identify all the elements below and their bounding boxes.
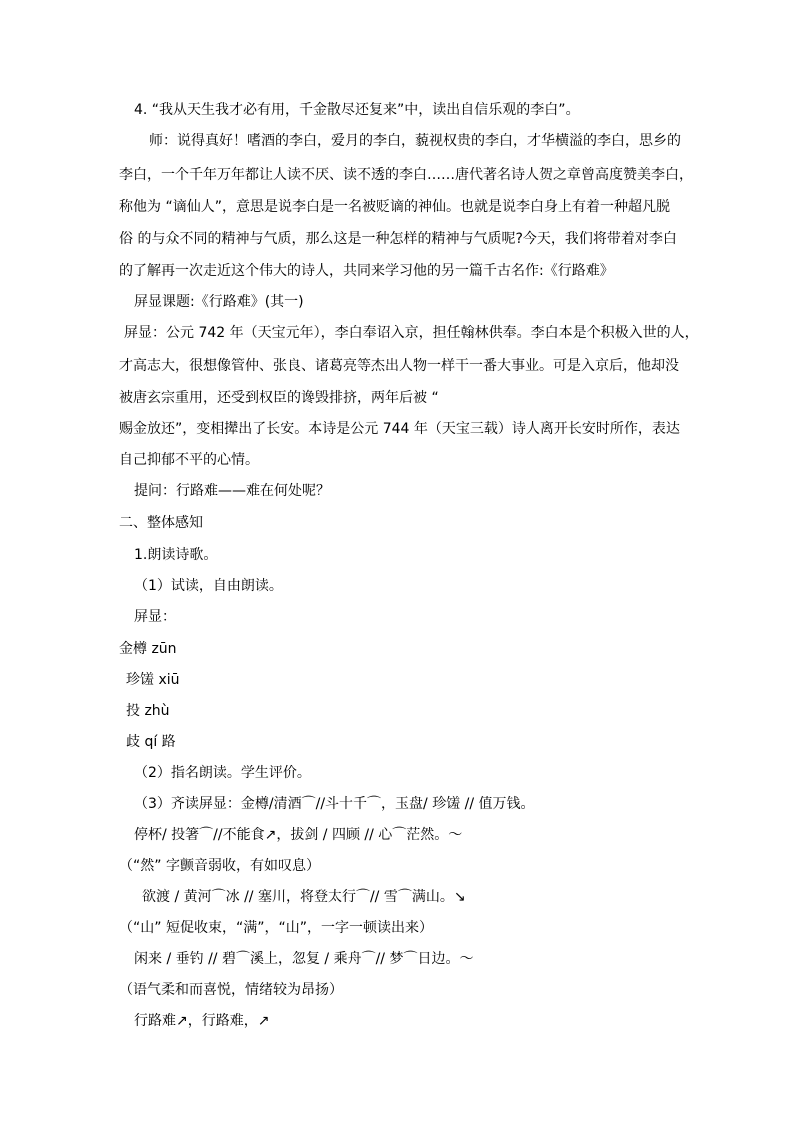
text-line: 停杯/ 投箸⌒//不能食↗，拔剑 / 四顾 // 心⌒茫然。～ <box>134 827 463 843</box>
text-line: 的了解再一次走近这个伟大的诗人，共同来学习他的另一篇千古名作:《行路难》 <box>119 263 614 279</box>
text-line: 师：说得真好！嗜酒的李白，爱月的李白，藐视权贵的李白，才华横溢的李白，思乡的 <box>149 133 681 149</box>
text-line: 俗 的与众不同的精神与气质，那么这是一种怎样的精神与气质呢?今天，我们将带着对李白 <box>119 231 677 247</box>
text-line: 珍馐 xiū <box>126 672 180 688</box>
text-line: （“山” 短促收束，“满”，“山”，一字一顿读出来） <box>119 920 433 936</box>
text-line: 才高志大，很想像管仲、张良、诸葛亮等杰出人物一样干一番大事业。可是入京后，他却没 <box>119 358 679 374</box>
text-line: 自己抑郁不平的心情。 <box>119 452 259 468</box>
text-line: 提问：行路难——难在何处呢？ <box>134 483 330 499</box>
text-line: （1）试读，自由朗读。 <box>134 578 283 594</box>
text-line: 1.朗读诗歌。 <box>134 547 218 563</box>
text-line: 屏显：公元 742 年（天宝元年），李白奉诏入京，担任翰林供奉。李白本是个积极入世的人， <box>124 325 699 341</box>
text-line: 投 zhù <box>126 703 170 719</box>
text-line: 李白，一个千年万年都让人读不厌、读不透的李白……唐代著名诗人贺之章曾高度赞美李白， <box>119 167 693 183</box>
text-line: 被唐玄宗重用，还受到权臣的谗毁排挤，两年后被 “ <box>119 390 439 406</box>
text-line: 赐金放还”，变相撵出了长安。本诗是公元 744 年（天宝三载）诗人离开长安时所作，表达 <box>119 421 680 437</box>
text-line: （2）指名朗读。学生评价。 <box>134 765 311 781</box>
text-line: （语气柔和而喜悦，情绪较为昂扬） <box>119 982 343 998</box>
text-line: 歧 qí 路 <box>126 734 176 750</box>
text-line: （“然” 字颤音弱收，有如叹息） <box>119 858 320 874</box>
text-line: 屏显课题:《行路难》(其一) <box>134 294 304 310</box>
text-line: 欲渡 / 黄河⌒冰 // 塞川，将登太行⌒// 雪⌒满山。↘ <box>142 889 466 905</box>
text-line: 金樽 zūn <box>119 641 177 657</box>
section-heading: 二、整体感知 <box>119 515 203 531</box>
text-line: 称他为 “谪仙人”，意思是说李白是一名被贬谪的神仙。也就是说李白身上有着一种超凡脱 <box>119 199 670 215</box>
text-line: （3）齐读屏显：金樽/清酒⌒//斗十千⌒，玉盘/ 珍馐 // 值万钱。 <box>134 796 535 812</box>
text-line: 闲来 / 垂钓 // 碧⌒溪上，忽复 / 乘舟⌒// 梦⌒日边。～ <box>134 951 474 967</box>
text-line: 行路难↗，行路难，↗ <box>134 1013 270 1029</box>
text-line: 4. “我从天生我才必有用，千金散尽还复来”中，读出自信乐观的李白”。 <box>134 102 580 118</box>
text-line: 屏显： <box>134 609 176 625</box>
